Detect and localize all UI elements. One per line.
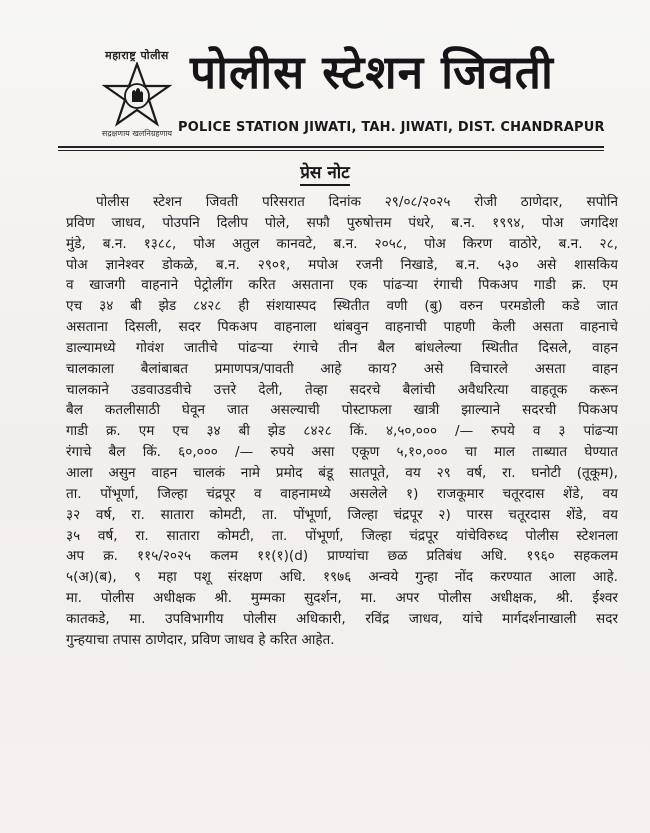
body-line: रंगाचे बैल किं. ६०,००० /— रुपये असा एकूण ५,१०,००० चा माल ताब्यात घेण्यात [66,444,618,461]
logo-arc-text: महाराष्ट्र पोलीस [105,49,169,62]
body-line: पोलीस स्टेशन जिवती परिसरात दिनांक २९/०८/२०२५ रोजी ठाणेदार, सपोनि [96,194,618,210]
header-divider [58,146,604,148]
body-line: प्रविण जाधव, पोउपनि दिलीप पोले, सफौ पुरुषोत्तम पंधरे, ब.न. १९९४, पोअ जगदिश [66,214,618,231]
star-emblem-icon [102,62,172,132]
press-note-heading [0,160,650,183]
body-line: कातकडे, मा. उपविभागीय पोलीस अधिकारी, रविंद्र जाधव, यांचे मार्गदर्शनाखाली सदर [66,610,618,627]
body-line: ता. पोंभूर्णा, जिल्हा चंद्रपूर व वाहनामध्ये असलेले १) राजकूमार चतूरदास शेंडे, वय [66,485,618,502]
body-line: चालकाने उडवाउडवीचे उत्तरे देली, तेव्हा सदरचे बैलांची अवैधरित्या वाहतूक करून [66,381,618,398]
body-line: पोअ ज्ञानेश्वर डोकळे, ब.न. २९०१, मपोअ रजनी निखाडे, ब.न. ५३० असे शासकिय [66,256,618,273]
station-title-english: POLICE STATION JIWATI, TAH. JIWATI, DIST. CHANDRAPUR [178,120,605,135]
header-divider-thin [58,150,604,151]
body-line: चालकाला बैलांबाबत प्रमाणपत्र/पावती आहे काय? असे विचारले असता वाहन [66,360,618,377]
body-line: मा. पोलीस अधीक्षक श्री. मुम्मका सुदर्शन, मा. अपर पोलीस अधीक्षक, श्री. ईश्वर [66,590,618,607]
body-line: अप क्र. ११५/२०२५ कलम ११(१)(d) प्राण्यांचा छळ प्रतिबंध अधि. १९६० सहकलम [66,548,618,565]
logo-motto: सद्रक्षणाय खलनिग्रहणाय [101,129,173,138]
body-line: बैल कतलीसाठी घेवून जात असल्याची पोस्टाफला खात्री झाल्याने सदरची पिकअप [66,402,618,419]
body-line: ३२ वर्ष, रा. सातारा कोमटी, ता. पोंभूर्णा, जिल्हा चंद्रपूर २) पारस चतूरदास शेंडे, वय [66,506,618,523]
press-note-heading-text: प्रेस नोट [300,163,350,186]
body-line: असताना दिसली, सदर पिकअप वाहनाला थांबवुन वाहनाची पाहणी केली असता वाहनाचे [66,319,618,336]
body-line: एच ३४ बी झेड ८४२८ ही संशयास्पद स्थितीत वणी (बु) वरुन परमडोली कडे जात [66,298,618,315]
station-title-marathi: पोलीस स्टेशन जिवती [190,45,554,99]
body-line: गुन्हयाचा तपास ठाणेदार, प्रविण जाधव हे करित आहेत. [66,631,335,648]
body-line: ५(अ)(ब), ९ महा पशू संरक्षण अधि. १९७६ अन्वये गुन्हा नोंद करण्यात आला आहे. [66,569,618,586]
body-line: मुंडे, ब.न. १३८८, पोअ अतुल कानवटे, ब.न. २०५८, पोअ किरण वाठोरे, ब.न. २८, [66,235,618,252]
letterhead [58,34,618,154]
body-line: ३५ वर्ष, रा. सातारा कोमटी, ता. पोंभूर्णा, जिल्हा चंद्रपूर यांचेविरुध्द पोलीस स्टेशनला [66,527,618,544]
body-line: डाल्यामध्ये गोवंश जातीचे पांढऱ्या रंगाचे तीन बैल बांधलेल्या स्थितीत दिसले, वाहन [66,339,618,356]
body-line: व खाजगी वाहनाने पेट्रोलींग करित असताना एक पांढऱ्या रंगाची पिकअप गाडी क्र. एम [66,277,618,294]
body-line: आला असुन वाहन चालकं नामे प्रमोद बंडू सातपूते, वय २९ वर्ष, रा. घनोटी (तूकूम), [66,464,618,481]
body-line: गाडी क्र. एम एच ३४ बी झेड ८४२८ किं. ४,५०,००० /— रुपये व ३ पांढऱ्या [66,423,618,440]
press-note-body [66,192,618,651]
